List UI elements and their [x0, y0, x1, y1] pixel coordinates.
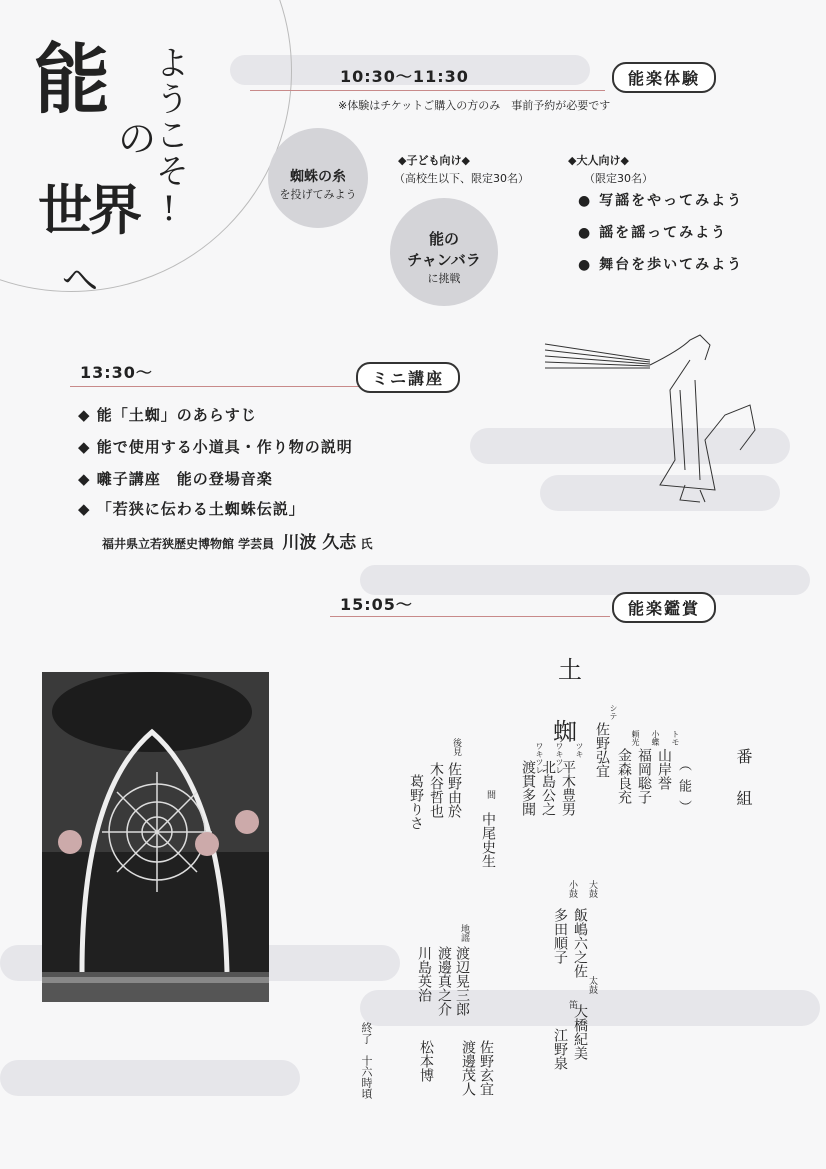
bg-band: [360, 565, 810, 595]
cast-name: 山岸誉: [656, 748, 672, 790]
taiken-title: 能楽体験: [612, 62, 716, 93]
cast-name: 北島公之: [540, 760, 556, 816]
koken-name: 佐野由於: [446, 762, 462, 818]
adult-item: ● 写謡をやってみよう: [578, 193, 744, 209]
kyogen-role: [482, 790, 498, 799]
jiutai-name: 渡邊真之介: [436, 946, 452, 1016]
stage-photo: [42, 672, 269, 1002]
kids-sub: （高校生以下、限定30名）: [394, 172, 529, 185]
kyogen-role-label: 間: [485, 790, 495, 799]
stage-photo-image: [42, 672, 269, 1002]
hayashi-name: 多田順子: [552, 908, 568, 964]
adult-item: ● 舞台を歩いてみよう: [578, 257, 744, 273]
cast-role: ワキツレ: [555, 742, 564, 774]
koza-item-label: 囃子講座 能の登場音楽: [96, 470, 273, 488]
cast-role: シテ: [609, 704, 618, 720]
hayashi-role: 小鼓: [567, 880, 577, 898]
divider: [330, 616, 610, 617]
play-title-1: 土: [558, 656, 582, 684]
koza-title: ミニ講座: [356, 362, 460, 393]
lecturer-org: 福井県立若狭歴史博物館 学芸員: [102, 537, 275, 551]
lecturer-suffix: 氏: [360, 537, 373, 551]
hayashi-name: 飯嶋六之佐: [572, 908, 588, 978]
jiutai-name: 渡辺晃三郎: [454, 946, 470, 1016]
taiken-time: 10:30〜11:30: [340, 67, 469, 86]
play-title-2: 蜘: [553, 718, 577, 746]
hayashi-role: 大鼓: [587, 880, 597, 898]
cast-role: ツキ: [575, 742, 584, 758]
adult-item-label: 写謡をやってみよう: [599, 193, 744, 209]
adult-item-label: 舞台を歩いてみよう: [599, 257, 744, 273]
cast-role: 小蝶: [651, 730, 660, 746]
hayashi-name: 江野泉: [552, 1028, 568, 1070]
lecturer: [102, 528, 373, 553]
jiutai-name: 松本博: [418, 1040, 434, 1082]
cast-role: ワキツレ: [535, 742, 544, 774]
circle-line: に挑戦: [427, 272, 461, 285]
cast-name: 福岡聡子: [636, 748, 652, 804]
jiutai-role: [456, 924, 472, 942]
jiutai-name: 佐野玄宜: [478, 1040, 494, 1096]
cast-name: 金森良充: [616, 748, 632, 804]
adults-head: ◆大人向け◆: [568, 154, 629, 167]
circle-line: 能の: [428, 230, 459, 248]
koken-role: [448, 738, 464, 756]
circle-kumo-no-ito: [268, 128, 368, 228]
divider: [250, 90, 605, 91]
jiutai-role-label: 地謡: [459, 924, 469, 942]
cast-name: 平木豊男: [560, 760, 576, 816]
hayashi-role: 太鼓: [587, 976, 597, 994]
koza-item-label: 能「土蜘」のあらすじ: [96, 406, 257, 424]
kansho-title: 能楽鑑賞: [612, 592, 716, 623]
cast-role: トモ: [671, 730, 680, 746]
koken-name: 木谷哲也: [428, 762, 444, 818]
kids-head: ◆子ども向け◆: [398, 154, 470, 167]
kansho-time: 15:05〜: [340, 595, 413, 614]
lecturer-name: 川波 久志: [282, 533, 357, 553]
hayashi-role: 笛: [567, 1000, 577, 1009]
divider: [70, 386, 360, 387]
koza-item-label: 「若狭に伝わる土蜘蛛伝説」: [96, 500, 305, 518]
welcome-no: の: [118, 117, 157, 161]
noh-label: （能）: [676, 758, 691, 821]
koken-name: 葛野りさ: [408, 774, 424, 830]
koza-item: ◆ 「若狭に伝わる土蜘蛛伝説」: [78, 500, 305, 518]
adult-item-label: 謡を謡ってみよう: [599, 225, 728, 241]
taiken-note: ※体験はチケットご購入の方のみ 事前予約が必要です: [338, 99, 611, 112]
kyogen-name: 中尾史生: [480, 812, 496, 868]
welcome-he: へ: [62, 260, 99, 301]
adults-sub: （限定30名）: [584, 172, 653, 185]
welcome-sekai: 世界: [38, 178, 138, 242]
cast-name: 渡貫多聞: [520, 760, 536, 816]
jiutai-name: 川島英治: [416, 946, 432, 1002]
jiutai-name: 渡邊茂人: [460, 1040, 476, 1096]
end-time: 終了 十六時頃: [360, 1022, 373, 1099]
koza-time: 13:30〜: [80, 363, 153, 382]
circle-line: 蜘蛛の糸: [290, 169, 346, 185]
circle-chanbara: [390, 198, 498, 306]
cast-role: 頼光: [631, 730, 640, 746]
circle-line: を投げてみよう: [279, 188, 357, 201]
bangumi-label: 番組: [734, 748, 753, 832]
koza-item: ◆ 能「土蜘」のあらすじ: [78, 406, 257, 424]
koza-item: ◆ 囃子講座 能の登場音楽: [78, 470, 273, 488]
circle-line: チャンバラ: [407, 251, 481, 269]
koken-role-label: 後見: [451, 738, 461, 756]
adult-item: ● 謡を謡ってみよう: [578, 225, 728, 241]
koza-item-label: 能で使用する小道具・作り物の説明: [96, 438, 353, 456]
welcome-youkoso: ようこそ!: [149, 45, 189, 231]
noh-performer-illustration: [540, 320, 770, 520]
cast-name: 佐野弘宜: [594, 722, 610, 778]
welcome-main-char: 能: [34, 35, 110, 124]
hayashi-name: 大橋紀美: [572, 1004, 588, 1060]
koza-item: ◆ 能で使用する小道具・作り物の説明: [78, 438, 353, 456]
bg-band: [0, 1060, 300, 1096]
